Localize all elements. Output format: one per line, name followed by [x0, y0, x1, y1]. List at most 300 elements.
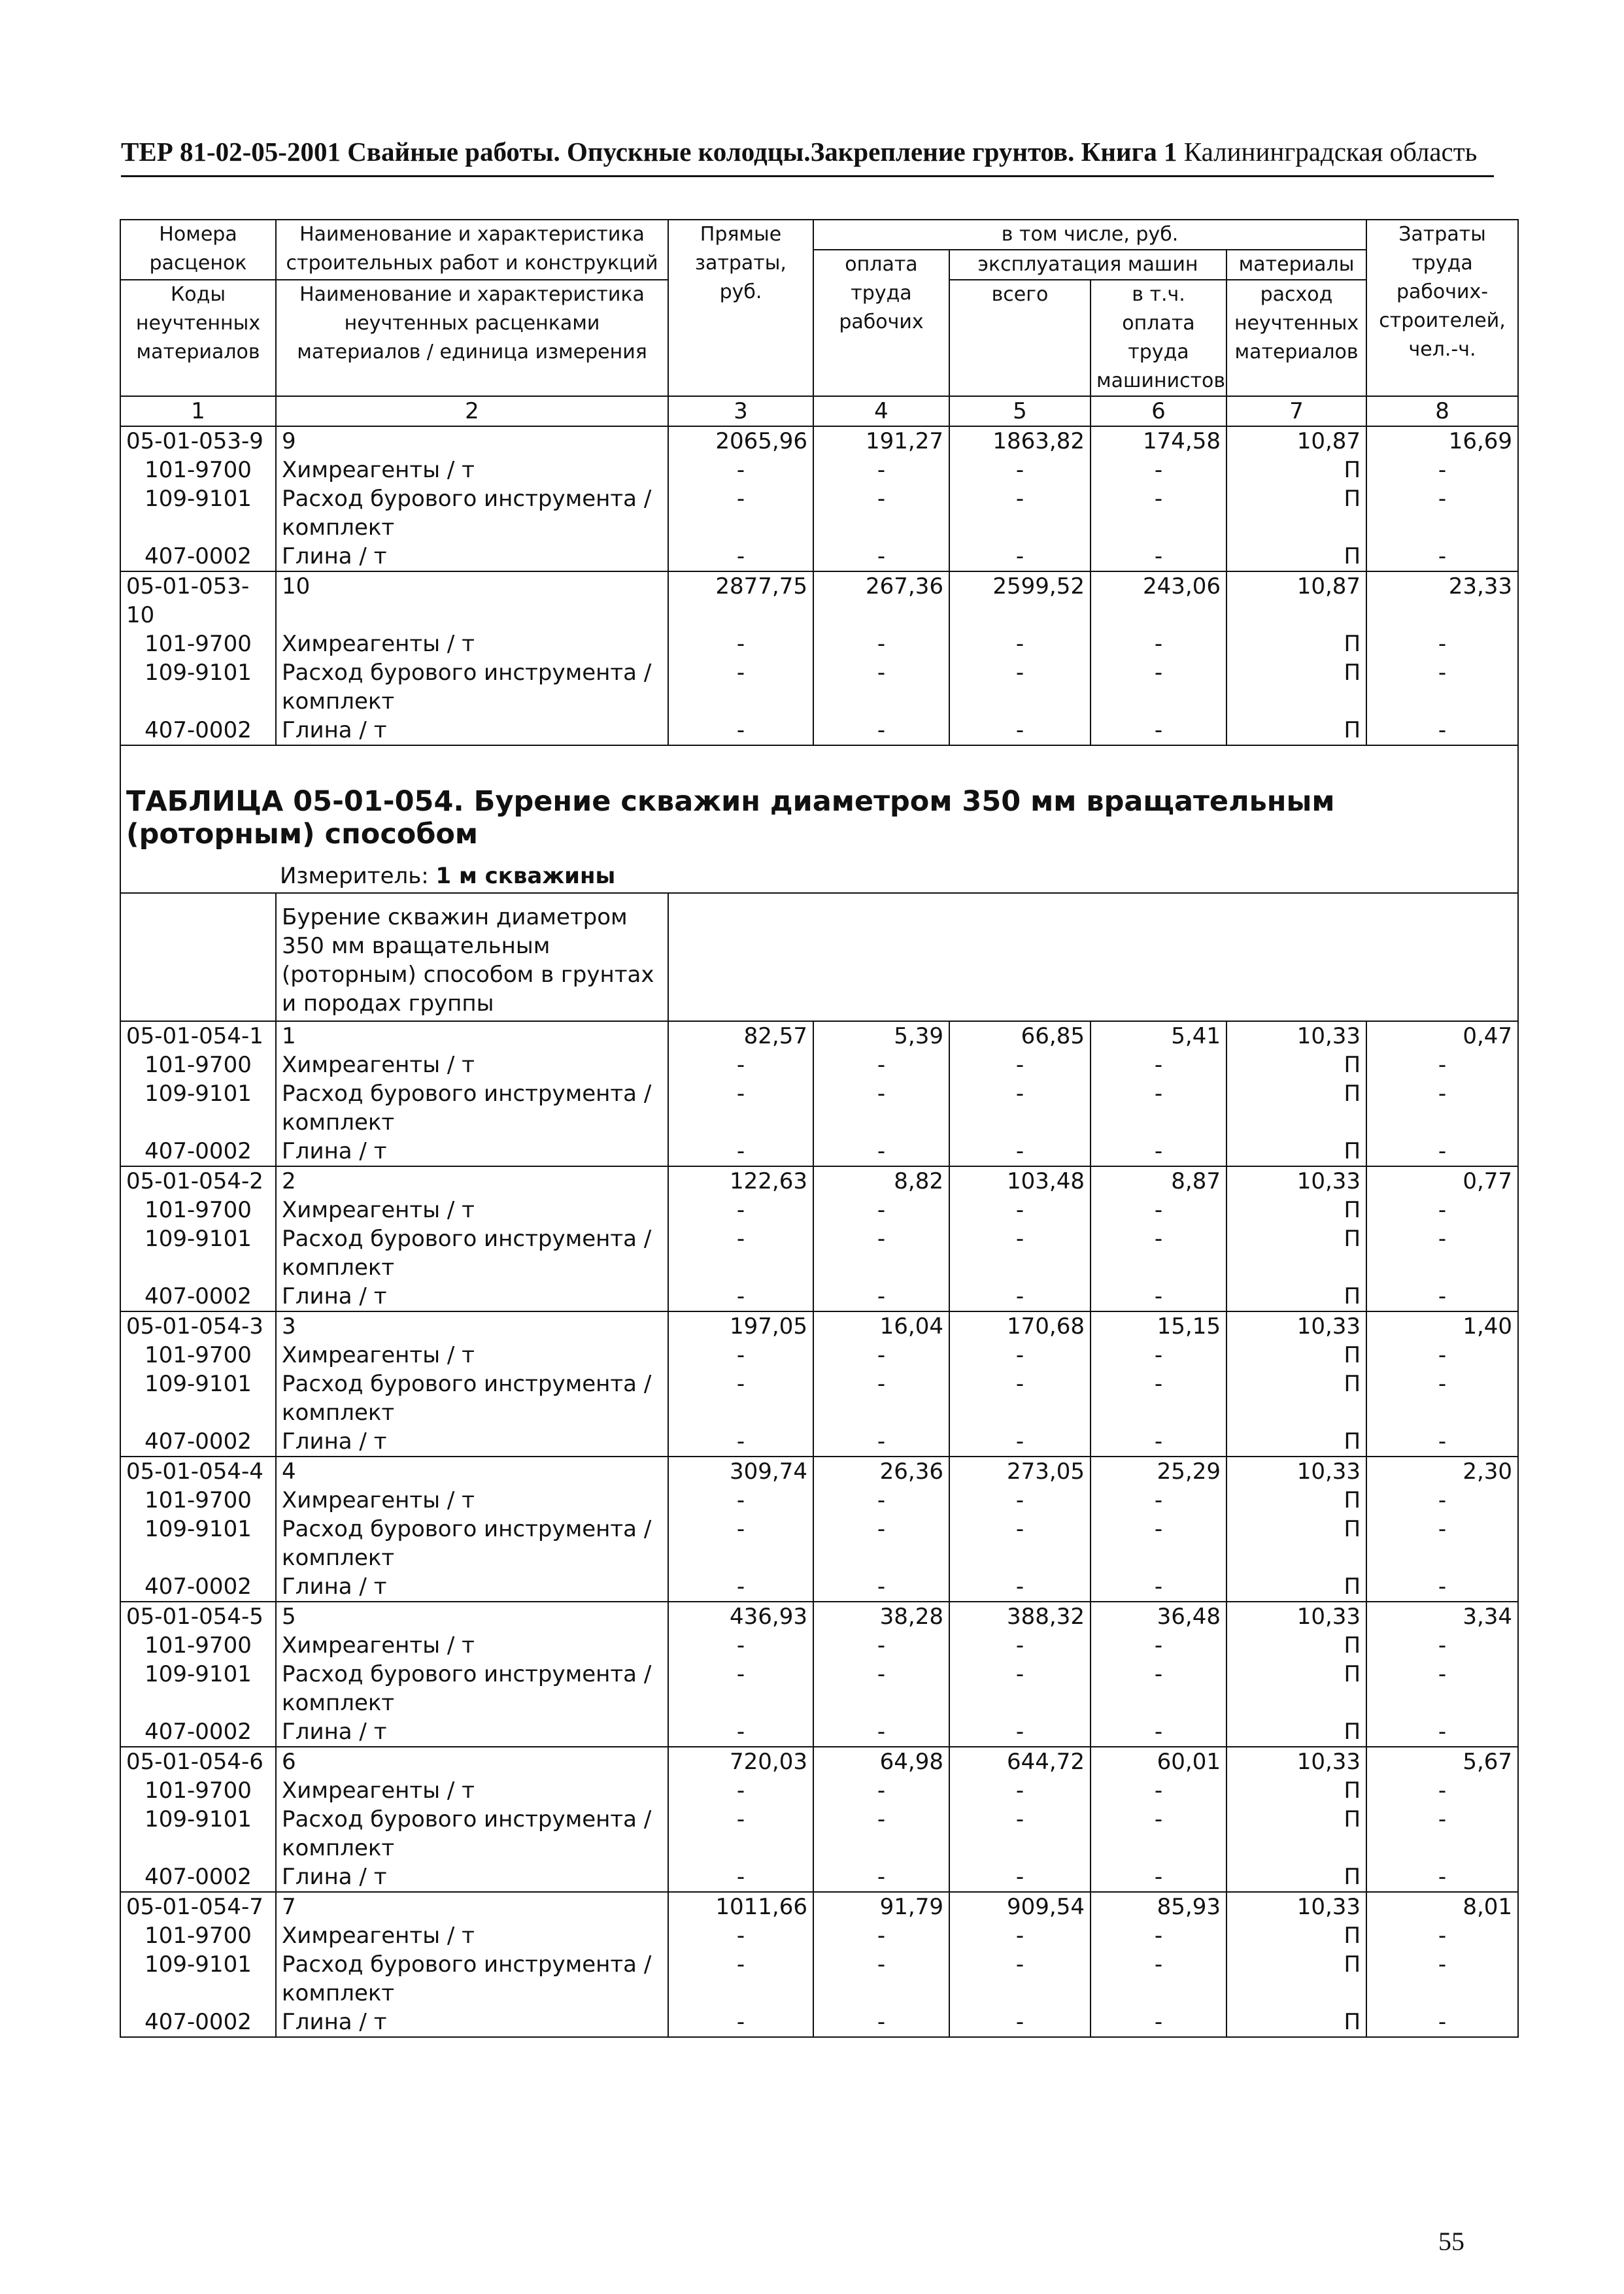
cell-c4: - [813, 1776, 949, 1805]
material-row [120, 1863, 1518, 1892]
cell-c4: 191,27 [813, 426, 949, 456]
rate-row [120, 571, 1518, 630]
cell-name: Расход бурового инструмента / комплект [276, 1370, 668, 1427]
cell-c6: 8,87 [1091, 1166, 1226, 1196]
cell-c7: П [1226, 1224, 1366, 1282]
cell-name: Расход бурового инструмента / комплект [276, 1224, 668, 1282]
cell-c5: 388,32 [949, 1602, 1091, 1631]
cell-c7: 10,87 [1226, 426, 1366, 456]
material-row [120, 1196, 1518, 1224]
column-number-cell: 7 [1226, 396, 1366, 426]
cell-c4: - [813, 630, 949, 658]
cell-c4: - [813, 1282, 949, 1311]
cell-name: Расход бурового инструмента / комплект [276, 1660, 668, 1717]
cell-c8: 8,01 [1366, 1892, 1518, 1921]
cell-name: Химреагенты / т [276, 1196, 668, 1224]
cell-c8: - [1366, 1631, 1518, 1660]
cell-c4: 64,98 [813, 1747, 949, 1776]
cell-c7: П [1226, 1572, 1366, 1602]
cell-c5: 273,05 [949, 1457, 1091, 1486]
cell-c6: 36,48 [1091, 1602, 1226, 1631]
cell-c4: - [813, 1051, 949, 1079]
cell-c3: 436,93 [668, 1602, 813, 1631]
cell-code: 101-9700 [120, 1196, 276, 1224]
column-number-cell: 1 [120, 396, 276, 426]
cell-c6: - [1091, 1631, 1226, 1660]
cell-code: 101-9700 [120, 1921, 276, 1950]
cell-c8: - [1366, 1660, 1518, 1717]
cell-c3: - [668, 542, 813, 571]
cell-c4: - [813, 1224, 949, 1282]
cell-code: 101-9700 [120, 456, 276, 484]
cell-code: 109-9101 [120, 1370, 276, 1427]
cell-code: 109-9101 [120, 484, 276, 542]
cell-c6: - [1091, 2008, 1226, 2037]
cell-name: Расход бурового инструмента / комплект [276, 1805, 668, 1863]
cell-c6: - [1091, 1776, 1226, 1805]
cell-c7: П [1226, 542, 1366, 571]
cell-c3: 82,57 [668, 1021, 813, 1051]
cell-name: Расход бурового инструмента / комплект [276, 1079, 668, 1137]
header-col8: Затраты труда рабочих-строителей, чел.-ч. [1366, 220, 1518, 396]
cell-c3: 197,05 [668, 1311, 813, 1341]
cell-c6: - [1091, 1224, 1226, 1282]
cell-c8: - [1366, 1137, 1518, 1166]
cell-c4: - [813, 1950, 949, 2008]
cell-c6: - [1091, 1486, 1226, 1515]
cell-c7: П [1226, 658, 1366, 716]
measure-label: Измеритель: [280, 863, 436, 889]
cell-c3: - [668, 716, 813, 745]
cell-code: 101-9700 [120, 630, 276, 658]
cell-name: 1 [276, 1021, 668, 1051]
cell-c5: - [949, 1805, 1091, 1863]
cell-c4: - [813, 1660, 949, 1717]
header-col2-top: Наименование и характеристика строительных работ и конструкций [276, 220, 668, 280]
cell-c5: - [949, 1137, 1091, 1166]
rate-row [120, 1602, 1518, 1631]
cell-c6: - [1091, 1717, 1226, 1747]
material-row [120, 1921, 1518, 1950]
cell-code: 109-9101 [120, 1079, 276, 1137]
material-row [120, 1427, 1518, 1457]
cell-c6: - [1091, 1196, 1226, 1224]
cell-c3: - [668, 1717, 813, 1747]
cell-c8: - [1366, 1370, 1518, 1427]
cell-c6: 25,29 [1091, 1457, 1226, 1486]
column-number-cell: 2 [276, 396, 668, 426]
header-col1-top: Номера расценок [120, 220, 276, 280]
cell-name: Химреагенты / т [276, 1921, 668, 1950]
cell-c8: - [1366, 1486, 1518, 1515]
cell-c3: - [668, 1341, 813, 1370]
header-col6: в т.ч. оплата труда машинистов [1091, 280, 1226, 396]
rates-table [120, 219, 1519, 2038]
cell-c7: П [1226, 1196, 1366, 1224]
cell-c7: П [1226, 716, 1366, 745]
cell-c7: П [1226, 1805, 1366, 1863]
cell-c8: 1,40 [1366, 1311, 1518, 1341]
cell-code: 407-0002 [120, 1282, 276, 1311]
cell-c3: 1011,66 [668, 1892, 813, 1921]
cell-name: Химреагенты / т [276, 630, 668, 658]
cell-c3: - [668, 1660, 813, 1717]
material-row [120, 658, 1518, 716]
cell-c7: П [1226, 1282, 1366, 1311]
cell-c5: - [949, 484, 1091, 542]
cell-c7: 10,33 [1226, 1747, 1366, 1776]
cell-code: 101-9700 [120, 1486, 276, 1515]
cell-name: Глина / т [276, 716, 668, 745]
cell-name: 7 [276, 1892, 668, 1921]
table-title-cell [120, 745, 1518, 893]
cell-name: 4 [276, 1457, 668, 1486]
cell-code: 109-9101 [120, 1224, 276, 1282]
cell-c6: - [1091, 484, 1226, 542]
cell-c5: - [949, 1631, 1091, 1660]
cell-name: 9 [276, 426, 668, 456]
cell-code: 407-0002 [120, 1717, 276, 1747]
cell-c7: П [1226, 1137, 1366, 1166]
cell-c7: П [1226, 1370, 1366, 1427]
cell-c3: - [668, 484, 813, 542]
intro-blank [668, 893, 1518, 1021]
cell-c4: - [813, 2008, 949, 2037]
cell-c4: - [813, 1137, 949, 1166]
cell-code: 407-0002 [120, 1137, 276, 1166]
cell-name: Химреагенты / т [276, 1051, 668, 1079]
table-title: ТАБЛИЦА 05-01-054. Бурение скважин диаметром 350 мм вращательным (роторным) способом [126, 785, 1335, 851]
cell-c7: П [1226, 1515, 1366, 1572]
cell-c6: - [1091, 1341, 1226, 1370]
material-row [120, 1486, 1518, 1515]
cell-c3: 2877,75 [668, 571, 813, 630]
cell-c5: - [949, 2008, 1091, 2037]
cell-c8: 16,69 [1366, 426, 1518, 456]
cell-c5: - [949, 1776, 1091, 1805]
cell-code: 109-9101 [120, 1805, 276, 1863]
cell-c8: - [1366, 1805, 1518, 1863]
rate-row [120, 1311, 1518, 1341]
cell-code: 05-01-054-1 [120, 1021, 276, 1051]
cell-c3: - [668, 1776, 813, 1805]
cell-c5: - [949, 716, 1091, 745]
cell-code: 407-0002 [120, 1863, 276, 1892]
cell-c5: 66,85 [949, 1021, 1091, 1051]
cell-c5: 644,72 [949, 1747, 1091, 1776]
cell-c8: - [1366, 2008, 1518, 2037]
cell-code: 05-01-053-9 [120, 426, 276, 456]
measure-line [126, 860, 1512, 892]
cell-c4: 5,39 [813, 1021, 949, 1051]
column-number-cell: 3 [668, 396, 813, 426]
cell-c8: - [1366, 1863, 1518, 1892]
cell-name: 5 [276, 1602, 668, 1631]
cell-c3: - [668, 1196, 813, 1224]
cell-c5: - [949, 1282, 1091, 1311]
cell-c7: П [1226, 1427, 1366, 1457]
cell-c3: - [668, 2008, 813, 2037]
header-group-label: в том числе, руб. [813, 220, 1366, 250]
material-row [120, 1341, 1518, 1370]
cell-c7: 10,33 [1226, 1892, 1366, 1921]
cell-c5: 909,54 [949, 1892, 1091, 1921]
rate-row [120, 1457, 1518, 1486]
cell-c7: 10,33 [1226, 1602, 1366, 1631]
cell-c3: 2065,96 [668, 426, 813, 456]
cell-c8: - [1366, 1776, 1518, 1805]
cell-c6: 15,15 [1091, 1311, 1226, 1341]
cell-c3: - [668, 630, 813, 658]
cell-c6: - [1091, 1427, 1226, 1457]
cell-c6: - [1091, 1515, 1226, 1572]
cell-c7: П [1226, 1079, 1366, 1137]
cell-c8: 3,34 [1366, 1602, 1518, 1631]
header-machines-label: эксплуатация машин [949, 250, 1226, 280]
cell-name: Химреагенты / т [276, 1776, 668, 1805]
cell-c5: - [949, 542, 1091, 571]
cell-name: Расход бурового инструмента / комплект [276, 1515, 668, 1572]
cell-c6: 60,01 [1091, 1747, 1226, 1776]
cell-name: Глина / т [276, 1427, 668, 1457]
cell-c6: - [1091, 1572, 1226, 1602]
cell-c3: - [668, 1631, 813, 1660]
cell-c6: - [1091, 1863, 1226, 1892]
cell-c8: 2,30 [1366, 1457, 1518, 1486]
cell-c5: 103,48 [949, 1166, 1091, 1196]
header-materials-label: материалы [1226, 250, 1366, 280]
cell-c6: 5,41 [1091, 1021, 1226, 1051]
cell-name: Расход бурового инструмента / комплект [276, 484, 668, 542]
material-row [120, 456, 1518, 484]
cell-c5: - [949, 1341, 1091, 1370]
intro-empty [120, 893, 276, 1021]
cell-c3: - [668, 1370, 813, 1427]
material-row [120, 1660, 1518, 1717]
cell-c6: - [1091, 1051, 1226, 1079]
cell-c3: - [668, 1863, 813, 1892]
cell-c3: - [668, 1950, 813, 2008]
cell-name: Глина / т [276, 1572, 668, 1602]
cell-name: 3 [276, 1311, 668, 1341]
cell-c6: - [1091, 1079, 1226, 1137]
cell-c6: - [1091, 1137, 1226, 1166]
cell-c4: - [813, 1079, 949, 1137]
material-row [120, 2008, 1518, 2037]
column-number-cell: 6 [1091, 396, 1226, 426]
cell-c8: - [1366, 1427, 1518, 1457]
material-row [120, 1224, 1518, 1282]
cell-code: 109-9101 [120, 1660, 276, 1717]
cell-c5: - [949, 1427, 1091, 1457]
cell-c4: - [813, 658, 949, 716]
cell-c5: - [949, 1572, 1091, 1602]
cell-c3: - [668, 1224, 813, 1282]
cell-code: 407-0002 [120, 716, 276, 745]
cell-c7: П [1226, 1631, 1366, 1660]
cell-c4: - [813, 542, 949, 571]
header-col3: Прямые затраты, руб. [668, 220, 813, 396]
cell-c8: - [1366, 630, 1518, 658]
cell-c3: - [668, 1051, 813, 1079]
cell-c7: 10,33 [1226, 1021, 1366, 1051]
cell-c4: - [813, 1863, 949, 1892]
cell-c5: 170,68 [949, 1311, 1091, 1341]
cell-c6: - [1091, 658, 1226, 716]
cell-c8: 0,77 [1366, 1166, 1518, 1196]
material-row [120, 630, 1518, 658]
cell-c4: - [813, 1572, 949, 1602]
cell-c5: - [949, 1486, 1091, 1515]
cell-code: 101-9700 [120, 1341, 276, 1370]
cell-code: 109-9101 [120, 1950, 276, 2008]
cell-c6: - [1091, 542, 1226, 571]
cell-c7: П [1226, 1921, 1366, 1950]
cell-code: 101-9700 [120, 1631, 276, 1660]
cell-c7: П [1226, 1341, 1366, 1370]
cell-c8: - [1366, 1572, 1518, 1602]
cell-c5: 2599,52 [949, 571, 1091, 630]
cell-c8: - [1366, 1717, 1518, 1747]
cell-name: Глина / т [276, 1137, 668, 1166]
cell-c5: - [949, 1660, 1091, 1717]
cell-c3: 720,03 [668, 1747, 813, 1776]
header-col1-bottom: Коды неучтенных материалов [120, 280, 276, 396]
cell-c4: - [813, 1370, 949, 1427]
intro-row [120, 893, 1518, 1021]
column-number-cell: 4 [813, 396, 949, 426]
cell-name: 6 [276, 1747, 668, 1776]
cell-code: 101-9700 [120, 1776, 276, 1805]
cell-c7: П [1226, 630, 1366, 658]
cell-c5: - [949, 1921, 1091, 1950]
cell-c3: - [668, 1572, 813, 1602]
page-header [121, 136, 1494, 167]
cell-c6: - [1091, 1370, 1226, 1427]
header-col4: оплата труда рабочих [813, 250, 949, 396]
cell-c6: - [1091, 716, 1226, 745]
cell-c4: - [813, 484, 949, 542]
cell-c6: 174,58 [1091, 426, 1226, 456]
cell-c3: - [668, 1921, 813, 1950]
cell-c6: - [1091, 1660, 1226, 1717]
cell-name: Расход бурового инструмента / комплект [276, 1950, 668, 2008]
cell-c4: - [813, 1921, 949, 1950]
cell-c3: - [668, 1427, 813, 1457]
cell-c7: П [1226, 1660, 1366, 1717]
cell-name: Химреагенты / т [276, 1631, 668, 1660]
material-row [120, 1805, 1518, 1863]
cell-c8: - [1366, 716, 1518, 745]
cell-c8: - [1366, 484, 1518, 542]
rate-row [120, 1021, 1518, 1051]
cell-c4: - [813, 1515, 949, 1572]
cell-c7: 10,33 [1226, 1457, 1366, 1486]
header-rule [121, 175, 1494, 177]
cell-c6: - [1091, 1282, 1226, 1311]
material-row [120, 1950, 1518, 2008]
cell-code: 05-01-054-3 [120, 1311, 276, 1341]
cell-c8: - [1366, 1515, 1518, 1572]
cell-name: 2 [276, 1166, 668, 1196]
cell-c8: - [1366, 1282, 1518, 1311]
intro-text: Бурение скважин диаметром 350 мм вращательным (роторным) способом в грунтах и породах группы [276, 893, 668, 1021]
cell-c4: 16,04 [813, 1311, 949, 1341]
cell-c5: - [949, 1051, 1091, 1079]
cell-c8: 5,67 [1366, 1747, 1518, 1776]
cell-c4: 38,28 [813, 1602, 949, 1631]
table-title-row [120, 745, 1518, 893]
cell-c6: 243,06 [1091, 571, 1226, 630]
cell-c5: - [949, 1863, 1091, 1892]
cell-c6: - [1091, 1921, 1226, 1950]
cell-c8: - [1366, 1921, 1518, 1950]
header-title: ТЕР 81-02-05-2001 Свайные работы. Опускные колодцы.Закрепление грунтов. Книга 1 [121, 137, 1177, 167]
cell-c8: 0,47 [1366, 1021, 1518, 1051]
cell-c4: 26,36 [813, 1457, 949, 1486]
cell-code: 109-9101 [120, 658, 276, 716]
cell-c5: - [949, 630, 1091, 658]
material-row [120, 484, 1518, 542]
cell-c3: - [668, 1515, 813, 1572]
material-row [120, 1572, 1518, 1602]
cell-c7: П [1226, 1776, 1366, 1805]
rate-row [120, 426, 1518, 456]
page-number: 55 [1438, 2227, 1464, 2256]
cell-c7: П [1226, 2008, 1366, 2037]
cell-name: 10 [276, 571, 668, 630]
cell-c8: - [1366, 1051, 1518, 1079]
cell-c7: П [1226, 1950, 1366, 2008]
cell-c3: 122,63 [668, 1166, 813, 1196]
cell-c4: 267,36 [813, 571, 949, 630]
material-row [120, 716, 1518, 745]
cell-c8: - [1366, 1950, 1518, 2008]
column-number-cell: 5 [949, 396, 1091, 426]
cell-code: 05-01-054-5 [120, 1602, 276, 1631]
cell-c8: - [1366, 1341, 1518, 1370]
cell-c8: - [1366, 1196, 1518, 1224]
cell-code: 407-0002 [120, 1572, 276, 1602]
cell-c6: - [1091, 630, 1226, 658]
cell-c5: - [949, 1515, 1091, 1572]
cell-c4: - [813, 1427, 949, 1457]
column-number-cell: 8 [1366, 396, 1518, 426]
cell-c5: - [949, 1717, 1091, 1747]
cell-name: Глина / т [276, 1282, 668, 1311]
header-col2-bottom: Наименование и характеристика неучтенных расценками материалов / единица измерения [276, 280, 668, 396]
material-row [120, 1051, 1518, 1079]
cell-c7: 10,33 [1226, 1311, 1366, 1341]
cell-c7: 10,33 [1226, 1166, 1366, 1196]
cell-c7: П [1226, 1051, 1366, 1079]
material-row [120, 1370, 1518, 1427]
cell-name: Глина / т [276, 542, 668, 571]
cell-c8: - [1366, 456, 1518, 484]
cell-code: 407-0002 [120, 1427, 276, 1457]
cell-c5: - [949, 1196, 1091, 1224]
material-row [120, 1282, 1518, 1311]
cell-name: Глина / т [276, 1717, 668, 1747]
cell-code: 05-01-054-2 [120, 1166, 276, 1196]
cell-c4: - [813, 1486, 949, 1515]
cell-name: Химреагенты / т [276, 1341, 668, 1370]
cell-c5: - [949, 456, 1091, 484]
header-col5: всего [949, 280, 1091, 396]
cell-code: 05-01-053-10 [120, 571, 276, 630]
cell-code: 05-01-054-7 [120, 1892, 276, 1921]
rate-row [120, 1747, 1518, 1776]
